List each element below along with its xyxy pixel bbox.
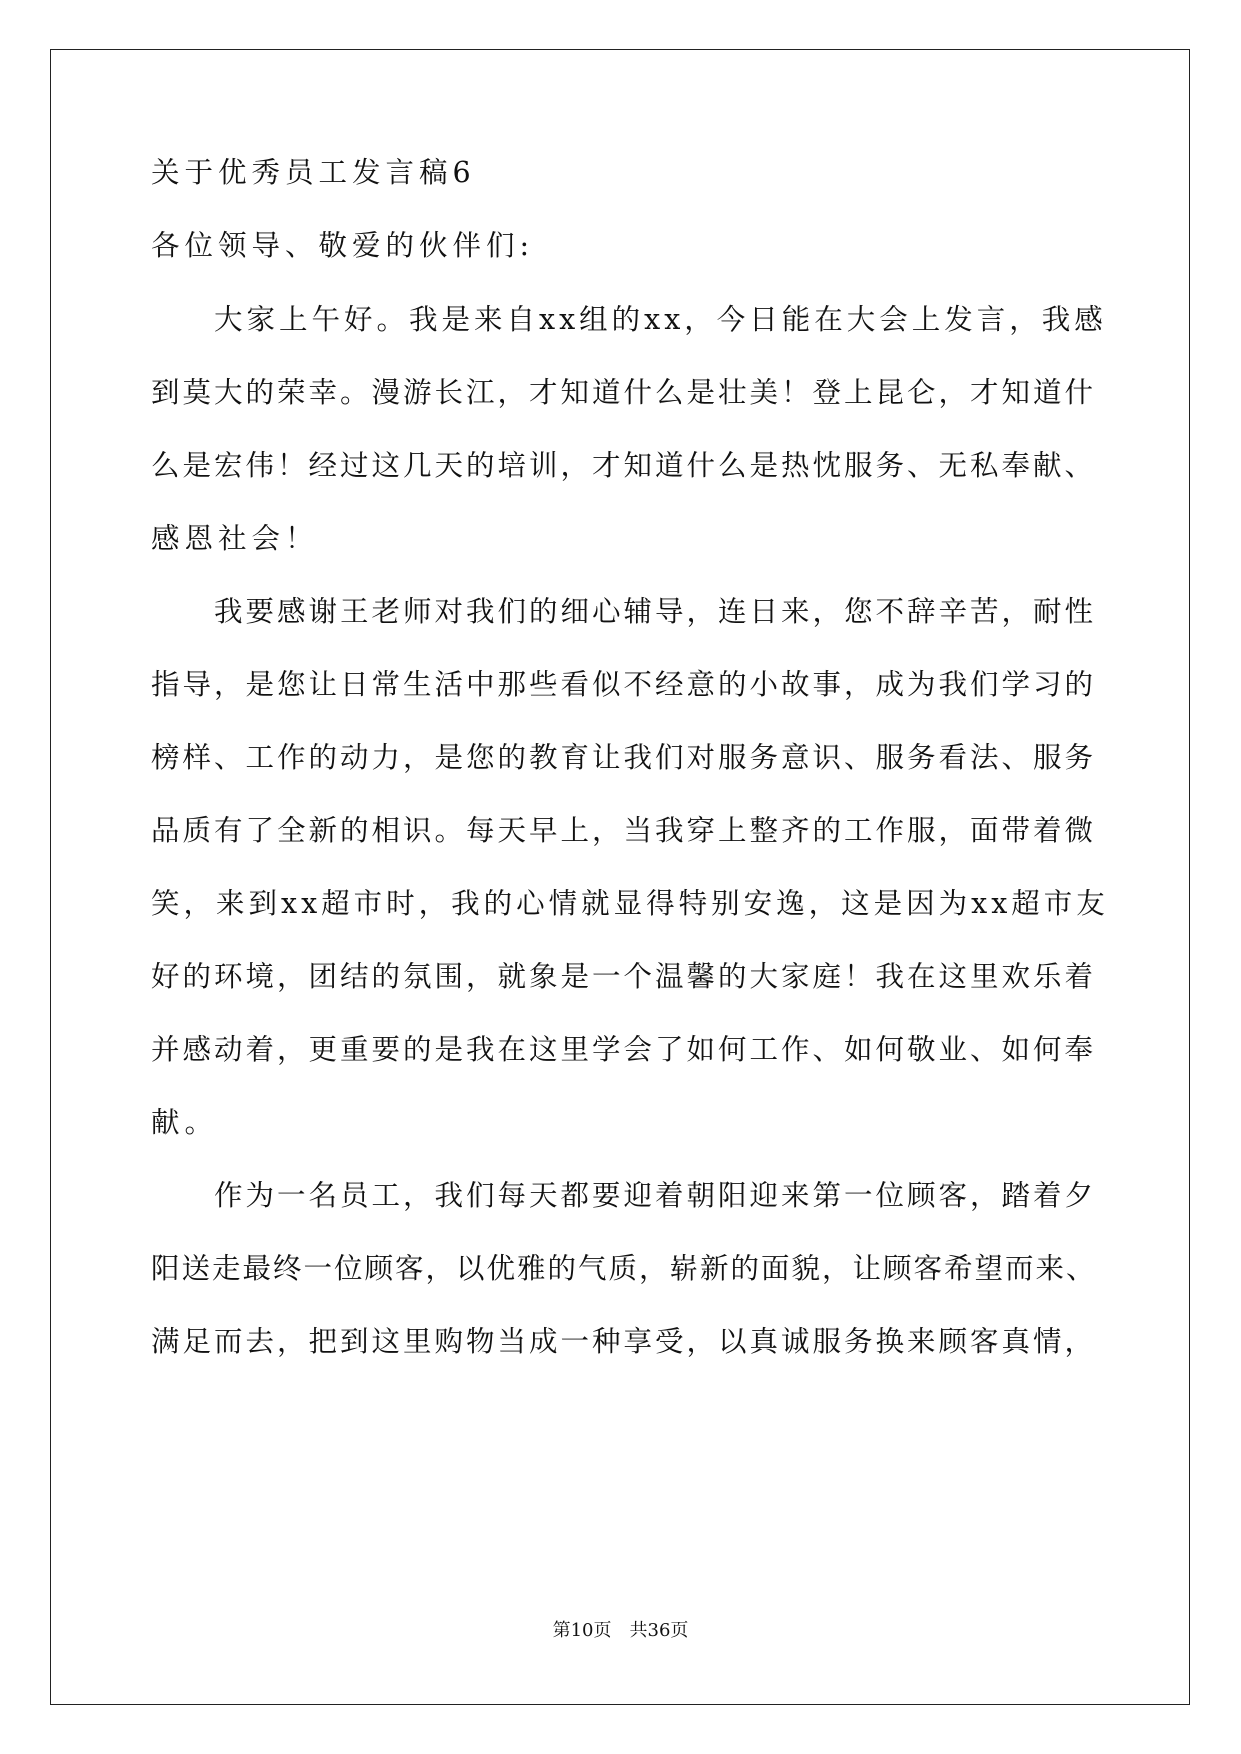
page-number-footer: 第10页 共36页 — [552, 1620, 689, 1641]
body-line-9: 笑，来到xx超市时，我的心情就显得特别安逸，这是因为xx超市友 — [151, 887, 1109, 920]
body-line-4: 感恩社会！ — [151, 522, 319, 555]
body-line-2: 到莫大的荣幸。漫游长江，才知道什么是壮美！登上昆仑，才知道什 — [151, 376, 1097, 409]
body-line-11: 并感动着，更重要的是我在这里学会了如何工作、如何敬业、如何奉 — [151, 1033, 1097, 1066]
body-line-7: 榜样、工作的动力，是您的教育让我们对服务意识、服务看法、服务 — [151, 741, 1097, 774]
body-line-1: 大家上午好。我是来自xx组的xx，今日能在大会上发言，我感 — [214, 303, 1107, 336]
salutation: 各位领导、敬爱的伙伴们: — [151, 229, 535, 262]
body-line-5: 我要感谢王老师对我们的细心辅导，连日来，您不辞辛苦，耐性 — [214, 595, 1097, 628]
page-border — [50, 49, 1190, 1705]
body-line-10: 好的环境，团结的氛围，就象是一个温馨的大家庭！我在这里欢乐着 — [151, 960, 1097, 993]
body-line-13: 作为一名员工，我们每天都要迎着朝阳迎来第一位顾客，踏着夕 — [214, 1179, 1097, 1212]
body-line-12: 献。 — [151, 1106, 219, 1139]
body-line-14: 阳送走最终一位顾客，以优雅的气质，崭新的面貌，让顾客希望而来、 — [151, 1252, 1097, 1285]
body-line-6: 指导，是您让日常生活中那些看似不经意的小故事，成为我们学习的 — [151, 668, 1097, 701]
body-line-8: 品质有了全新的相识。每天早上，当我穿上整齐的工作服，面带着微 — [151, 814, 1097, 847]
body-line-15: 满足而去，把到这里购物当成一种享受，以真诚服务换来顾客真情， — [151, 1325, 1097, 1358]
document-title: 关于优秀员工发言稿6 — [151, 156, 476, 189]
body-line-3: 么是宏伟！经过这几天的培训，才知道什么是热忱服务、无私奉献、 — [151, 449, 1097, 482]
